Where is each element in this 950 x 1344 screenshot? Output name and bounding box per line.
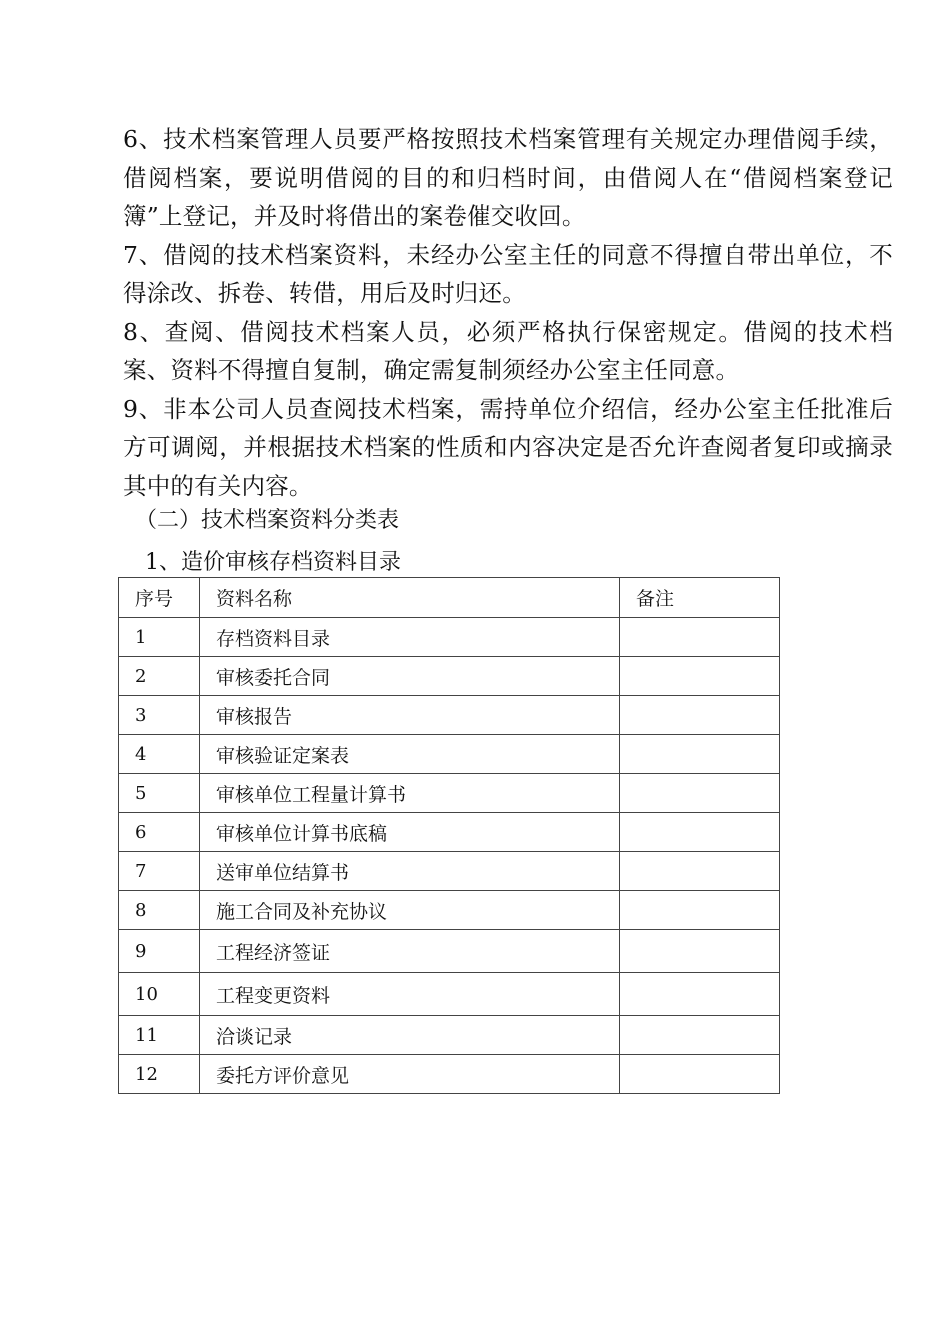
row-note (620, 973, 780, 1016)
header-serial: 序号 (119, 578, 200, 618)
table-row (119, 696, 780, 735)
table-row (119, 930, 780, 973)
paragraph-6: 6、技术档案管理人员要严格按照技术档案管理有关规定办理借阅手续，借阅档案，要说明借阅的目的和归档时间，由借阅人在“借阅档案登记簿”上登记，并及时将借出的案卷催交收回。 (123, 125, 893, 230)
archive-catalog-table (118, 577, 780, 1094)
row-name: 存档资料目录 (200, 618, 620, 657)
row-serial: 3 (119, 696, 200, 735)
row-name: 工程经济签证 (200, 930, 620, 973)
row-name: 送审单位结算书 (200, 852, 620, 891)
row-serial: 2 (119, 657, 200, 696)
row-name: 审核单位工程量计算书 (200, 774, 620, 813)
row-name: 工程变更资料 (200, 973, 620, 1016)
table-row (119, 813, 780, 852)
paragraph-9: 9、非本公司人员查阅技术档案，需持单位介绍信，经办公室主任批准后方可调阅，并根据技术档案的性质和内容决定是否允许查阅者复印或摘录其中的有关内容。 (123, 394, 893, 500)
row-note (620, 891, 780, 930)
row-note (620, 618, 780, 657)
row-name: 审核委托合同 (200, 657, 620, 696)
table-row (119, 657, 780, 696)
row-serial: 7 (119, 852, 200, 891)
row-note (620, 852, 780, 891)
table-row (119, 973, 780, 1016)
table-header-row (119, 578, 780, 618)
table-row (119, 852, 780, 891)
row-serial: 4 (119, 735, 200, 774)
row-note (620, 657, 780, 696)
row-serial: 9 (119, 930, 200, 973)
row-note (620, 774, 780, 813)
header-note: 备注 (620, 578, 780, 618)
section-title: （二）技术档案资料分类表 (135, 508, 400, 533)
table-row (119, 774, 780, 813)
row-name: 审核报告 (200, 696, 620, 735)
row-note (620, 696, 780, 735)
table-row (119, 735, 780, 774)
row-note (620, 930, 780, 973)
table-row (119, 1016, 780, 1055)
table-row (119, 618, 780, 657)
paragraph-8: 8、查阅、借阅技术档案人员，必须严格执行保密规定。借阅的技术档案、资料不得擅自复制，确定需复制须经办公室主任同意。 (123, 317, 893, 384)
row-note (620, 735, 780, 774)
paragraph-7: 7、借阅的技术档案资料，未经办公室主任的同意不得擅自带出单位，不得涂改、拆卷、转借，用后及时归还。 (123, 240, 893, 307)
row-serial: 10 (119, 973, 200, 1016)
row-serial: 5 (119, 774, 200, 813)
row-serial: 8 (119, 891, 200, 930)
row-name: 审核单位计算书底稿 (200, 813, 620, 852)
row-note (620, 1016, 780, 1055)
table-row (119, 1055, 780, 1094)
header-name: 资料名称 (200, 578, 620, 618)
row-serial: 12 (119, 1055, 200, 1094)
row-name: 审核验证定案表 (200, 735, 620, 774)
regulation-paragraphs (123, 120, 893, 505)
row-serial: 6 (119, 813, 200, 852)
row-name: 委托方评价意见 (200, 1055, 620, 1094)
row-name: 施工合同及补充协议 (200, 891, 620, 930)
subsection-title: 1、造价审核存档资料目录 (145, 550, 401, 575)
row-name: 洽谈记录 (200, 1016, 620, 1055)
row-serial: 11 (119, 1016, 200, 1055)
row-note (620, 1055, 780, 1094)
table-row (119, 891, 780, 930)
row-note (620, 813, 780, 852)
row-serial: 1 (119, 618, 200, 657)
